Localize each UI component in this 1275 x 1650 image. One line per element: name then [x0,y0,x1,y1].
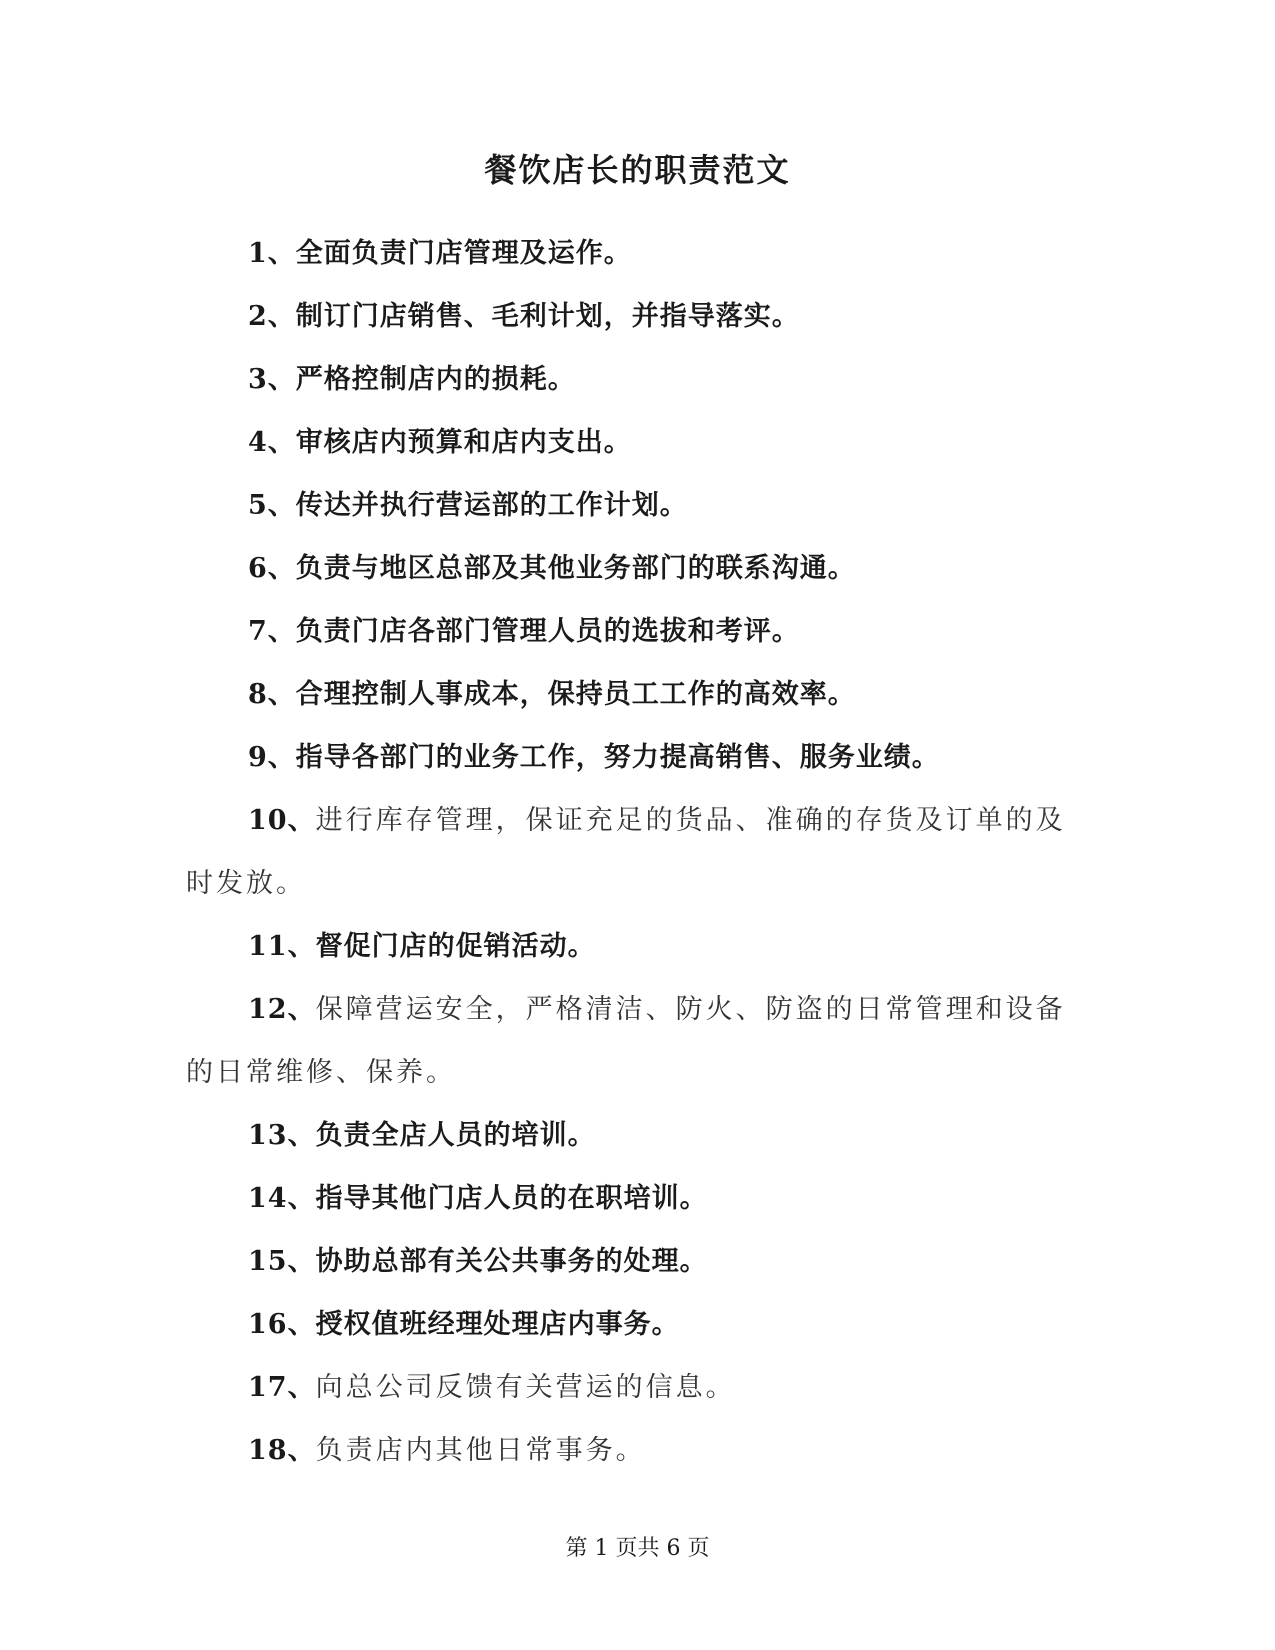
item-number: 8、 [248,679,296,710]
list-item [186,474,1066,537]
item-text: 传达并执行营运部的工作计划。 [295,490,688,521]
item-number: 7、 [248,616,296,647]
page-title: 餐饮店长的职责范文 [484,151,791,189]
item-text: 进行库存管理，保证充足的货品、准确的存货及订单的及时发放。 [186,805,1066,899]
list-item [186,1356,1066,1419]
item-number: 3、 [248,364,296,395]
item-number: 5、 [248,490,296,521]
item-number: 14、 [248,1183,316,1214]
item-text: 授权值班经理处理店内事务。 [315,1309,680,1340]
item-text: 指导其他门店人员的在职培训。 [315,1183,708,1214]
duty-list [186,222,1066,1482]
list-item [186,1293,1066,1356]
list-item [186,1104,1066,1167]
item-number: 17、 [248,1372,316,1403]
page-footer: 第 1 页共 6 页 [565,1536,710,1561]
item-number: 12、 [248,994,316,1025]
item-text: 合理控制人事成本，保持员工工作的高效率。 [295,679,856,710]
list-item [186,348,1066,411]
item-number: 11、 [248,931,316,962]
list-item [186,1167,1066,1230]
item-text: 保障营运安全，严格清洁、防火、防盗的日常管理和设备的日常维修、保养。 [186,994,1066,1088]
item-text: 负责门店各部门管理人员的选拔和考评。 [295,616,800,647]
item-text: 向总公司反馈有关营运的信息。 [315,1372,736,1403]
item-text: 指导各部门的业务工作，努力提高销售、服务业绩。 [295,742,940,773]
list-item [186,978,1066,1104]
list-item [186,222,1066,285]
item-text: 审核店内预算和店内支出。 [295,427,632,458]
item-text: 制订门店销售、毛利计划，并指导落实。 [295,301,800,332]
item-number: 15、 [248,1246,316,1277]
item-text: 负责与地区总部及其他业务部门的联系沟通。 [295,553,856,584]
list-item [186,915,1066,978]
list-item [186,600,1066,663]
item-number: 18、 [248,1435,316,1466]
item-text: 全面负责门店管理及运作。 [295,238,632,269]
list-item [186,726,1066,789]
list-item [186,411,1066,474]
item-number: 2、 [248,301,296,332]
item-text: 督促门店的促销活动。 [315,931,596,962]
list-item [186,663,1066,726]
item-number: 1、 [248,238,296,269]
list-item [186,537,1066,600]
item-number: 6、 [248,553,296,584]
list-item [186,1419,1066,1482]
item-text: 负责全店人员的培训。 [315,1120,596,1151]
item-text: 严格控制店内的损耗。 [295,364,576,395]
item-number: 9、 [248,742,296,773]
item-text: 负责店内其他日常事务。 [315,1435,646,1466]
item-number: 16、 [248,1309,316,1340]
list-item [186,285,1066,348]
item-number: 10、 [248,805,316,836]
item-number: 4、 [248,427,296,458]
item-number: 13、 [248,1120,316,1151]
item-text: 协助总部有关公共事务的处理。 [315,1246,708,1277]
list-item [186,789,1066,915]
list-item [186,1230,1066,1293]
